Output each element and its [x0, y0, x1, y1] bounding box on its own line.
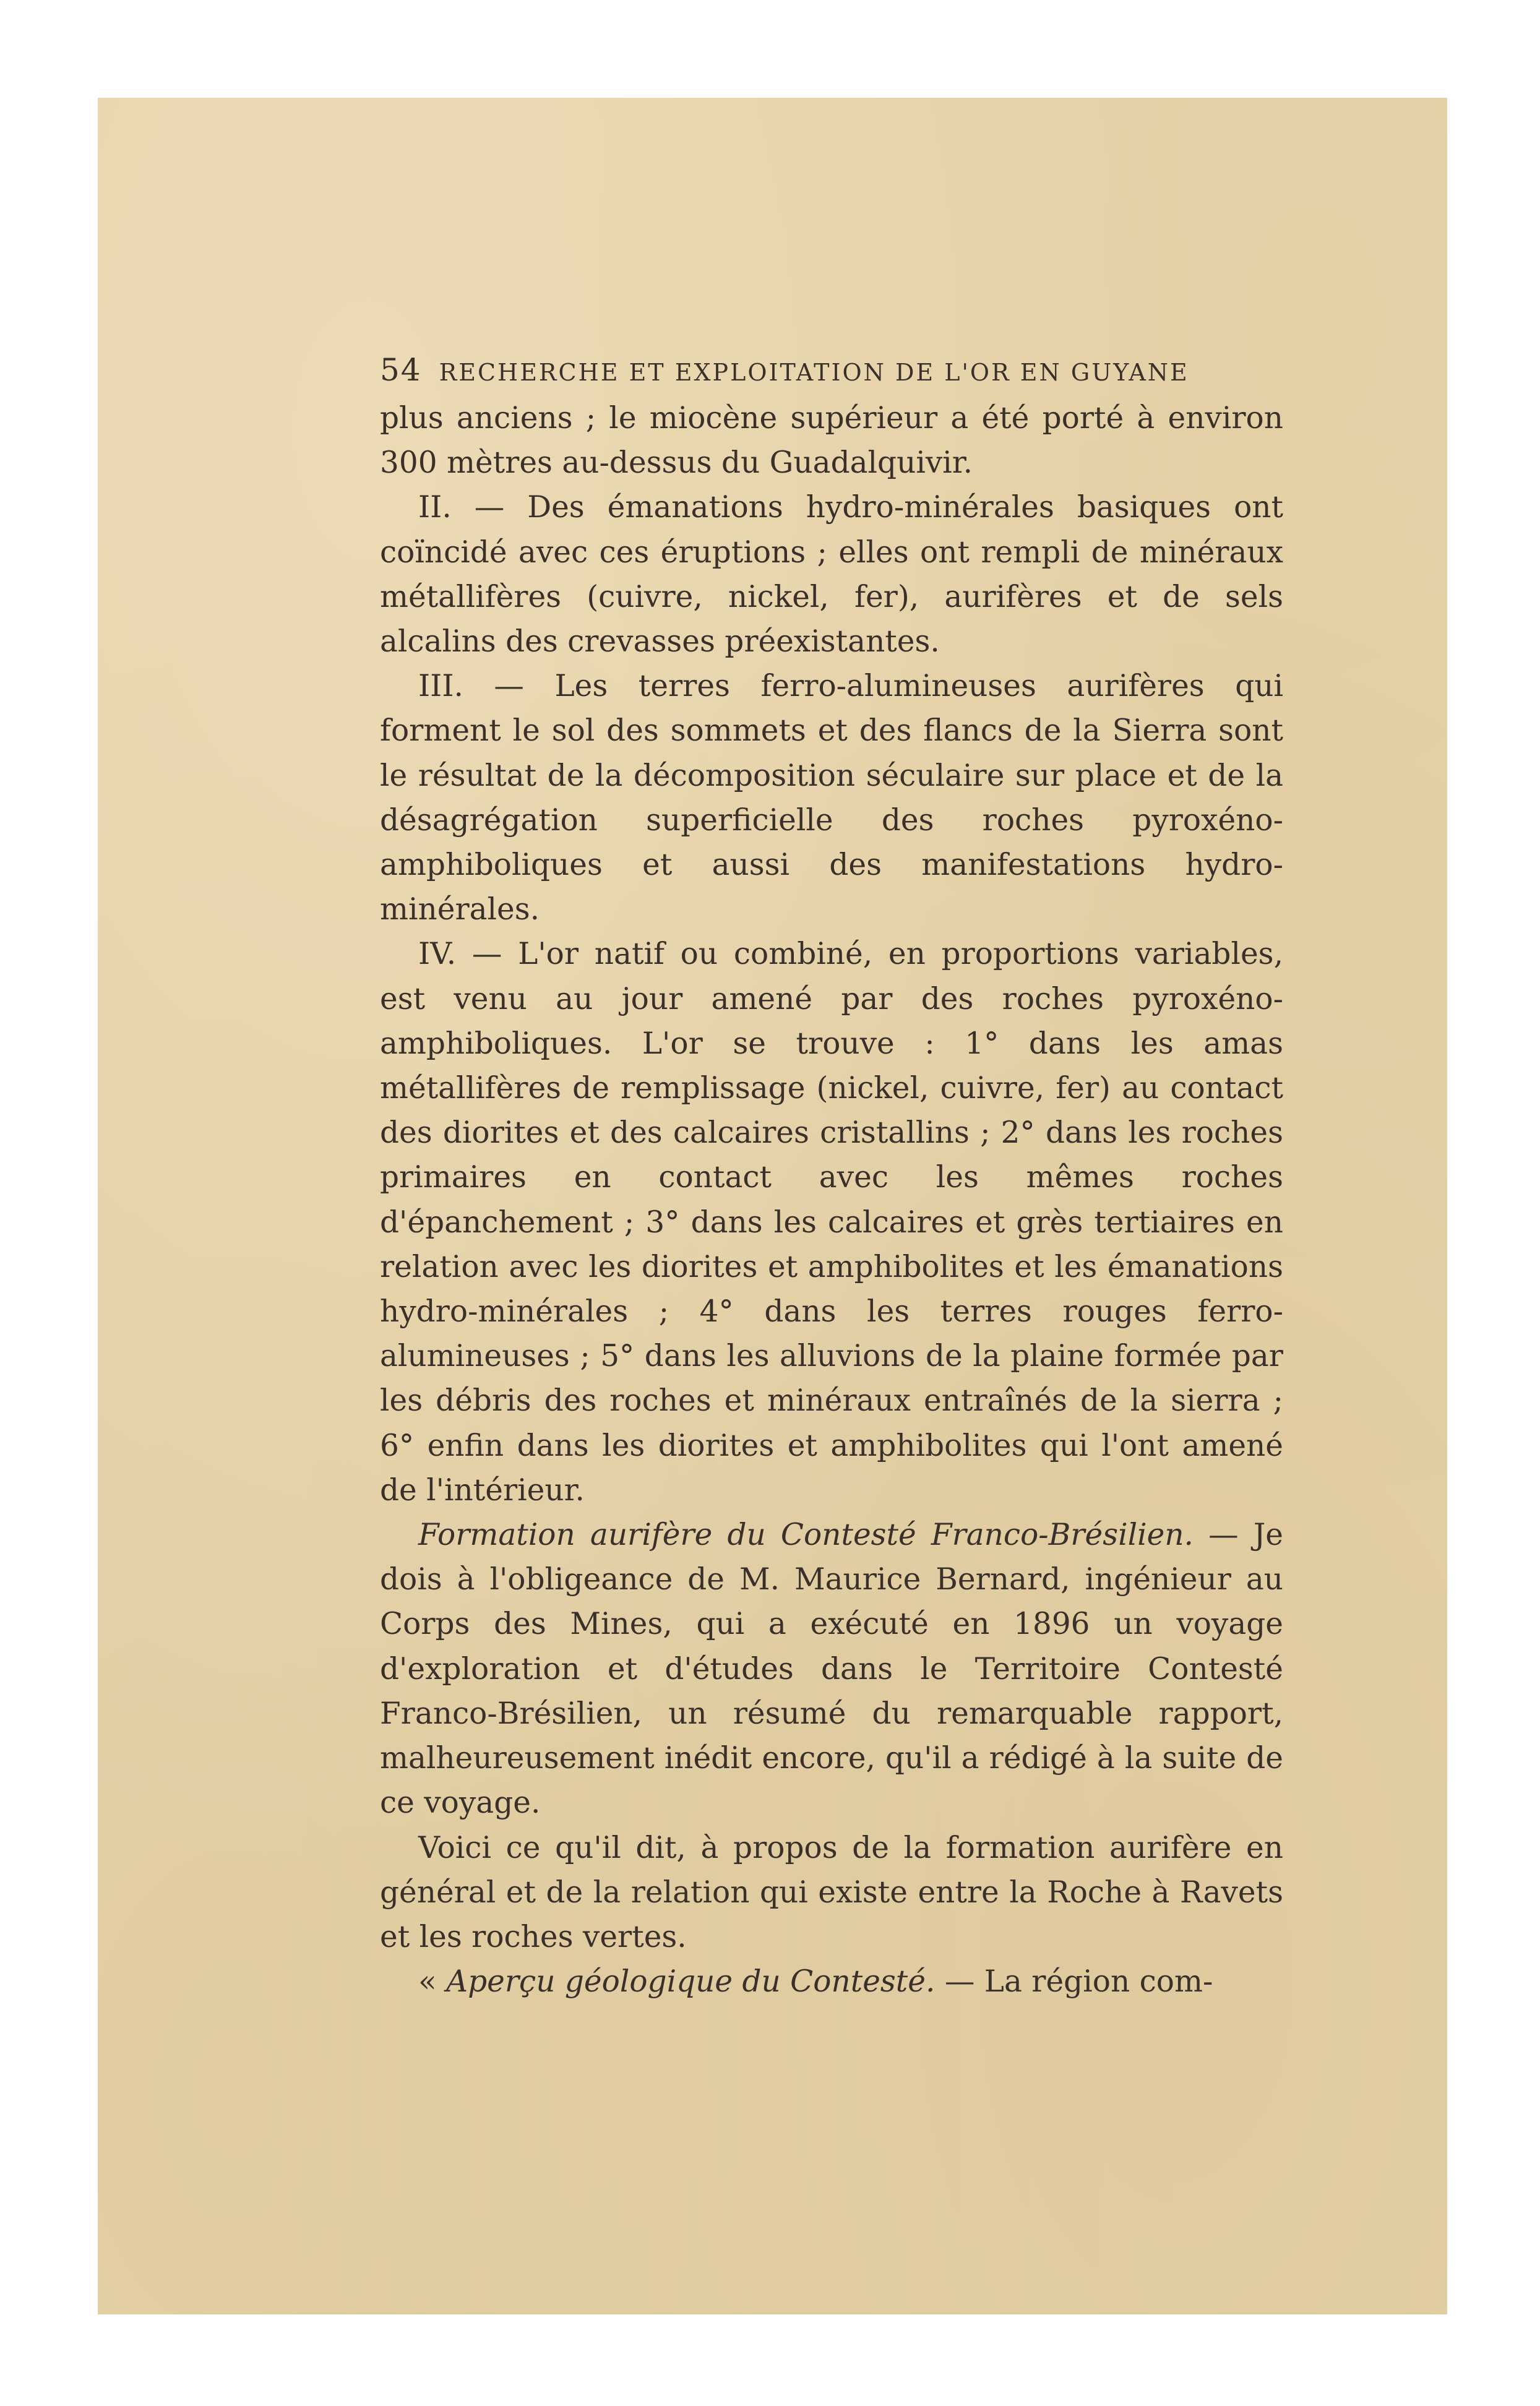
running-title: RECHERCHE ET EXPLOITATION DE L'OR EN GUYANE [439, 359, 1189, 386]
page-text-block [380, 346, 1283, 2004]
paragraph-text: — La région com- [935, 1964, 1213, 2000]
paragraph-point-ii [380, 485, 1283, 664]
paragraph-apercu [380, 1959, 1283, 2004]
paragraph-text: plus anciens ; le miocène supérieur a été porté à environ 300 mètres au-dessus du Guadalquivir. [380, 401, 1283, 481]
page-number: 54 [380, 352, 422, 388]
paragraph-point-iii [380, 664, 1283, 932]
paragraph-point-iv [380, 932, 1283, 1513]
paragraph-formation-auriferee [380, 1513, 1283, 1825]
paragraph-continuation [380, 396, 1283, 485]
paragraph-text: II. — Des émanations hydro-minérales basiques ont coïncidé avec ces éruptions ; elles ont rempli de minéraux métallifères (cuivre, nickel, fer), aurifères et de sels alcalins des crevasses préexistantes. [380, 490, 1283, 660]
paragraph-voici [380, 1826, 1283, 1960]
section-heading-italic: Formation aurifère du Contesté Franco-Brésilien. [418, 1518, 1194, 1553]
paragraph-text: Voici ce qu'il dit, à propos de la formation aurifère en général et de la relation qui existe entre la Roche à Ravets et les roches vertes. [380, 1830, 1283, 1954]
quote-mark: « [418, 1964, 447, 2000]
running-head [380, 346, 1283, 396]
paragraph-text: IV. — L'or natif ou combiné, en proportions variables, est venu au jour amené par des roches pyroxéno-amphiboliques. L'or se trouve : 1° dans les amas métallifères de remplissage (nickel, cuivre, fer) au contact des diorites et des calcaires cristallins ; 2° dans les roches primaires en contact avec les mêmes roches d'épanchement ; 3° dans les calcaires et grès tertiaires en relation avec les diorites et amphibolites et les émanations hydro-minérales ; 4° dans les terres rouges ferro-alumineuses ; 5° dans les alluvions de la plaine formée par les débris des roches et minéraux entraînés de la sierra ; 6° enfin dans les diorites et amphibolites qui l'ont amené de l'intérieur. [380, 937, 1283, 1508]
section-heading-italic: Aperçu géologique du Contesté. [446, 1964, 936, 2000]
paragraph-text: III. — Les terres ferro-alumineuses aurifères qui forment le sol des sommets et des flancs de la Sierra sont le résultat de la décomposition séculaire sur place et de la désagrégation superficielle des roches pyroxéno-amphiboliques et aussi des manifestations hydro-minérales. [380, 669, 1283, 927]
paragraph-text: — Je dois à l'obligeance de M. Maurice Bernard, ingénieur au Corps des Mines, qui a exécuté en 1896 un voyage d'exploration et d'études dans le Territoire Contesté Franco-Brésilien, un résumé du remarquable rapport, malheureusement inédit encore, qu'il a rédigé à la suite de ce voyage. [380, 1518, 1283, 1821]
